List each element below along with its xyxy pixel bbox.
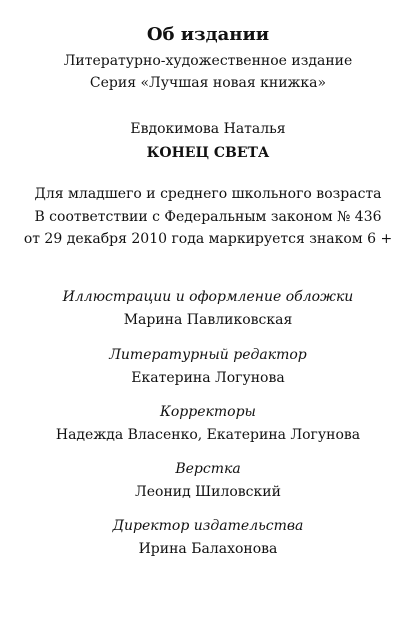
- credit-role-layout: Верстка: [175, 461, 241, 477]
- credit-name-layout: Леонид Шиловский: [135, 484, 281, 500]
- page-title: Об издании: [146, 24, 270, 45]
- credit-role-publishing-director: Директор издательства: [112, 518, 304, 534]
- book-author: Евдокимова Наталья: [130, 121, 286, 137]
- age-rating-line-1: Для младшего и среднего школьного возраста: [34, 186, 382, 202]
- book-title: КОНЕЦ СВЕТА: [146, 145, 270, 161]
- credit-name-illustrations: Марина Павликовская: [123, 312, 293, 328]
- age-rating-line-3: от 29 декабря 2010 года маркируется знаком 6 +: [23, 231, 393, 247]
- credit-name-publishing-director: Ирина Балахонова: [138, 541, 278, 557]
- edition-type: Литературно-художественное издание: [63, 53, 353, 69]
- credit-role-illustrations: Иллюстрации и оформление обложки: [62, 289, 354, 305]
- age-rating-line-2: В соответствии с Федеральным законом № 436: [34, 209, 382, 225]
- credit-name-literary-editor: Екатерина Логунова: [131, 370, 285, 386]
- credit-role-literary-editor: Литературный редактор: [109, 347, 307, 363]
- credit-role-proofreaders: Корректоры: [160, 404, 256, 420]
- credit-name-proofreaders: Надежда Власенко, Екатерина Логунова: [55, 427, 361, 443]
- series-name: Серия «Лучшая новая книжка»: [89, 75, 327, 91]
